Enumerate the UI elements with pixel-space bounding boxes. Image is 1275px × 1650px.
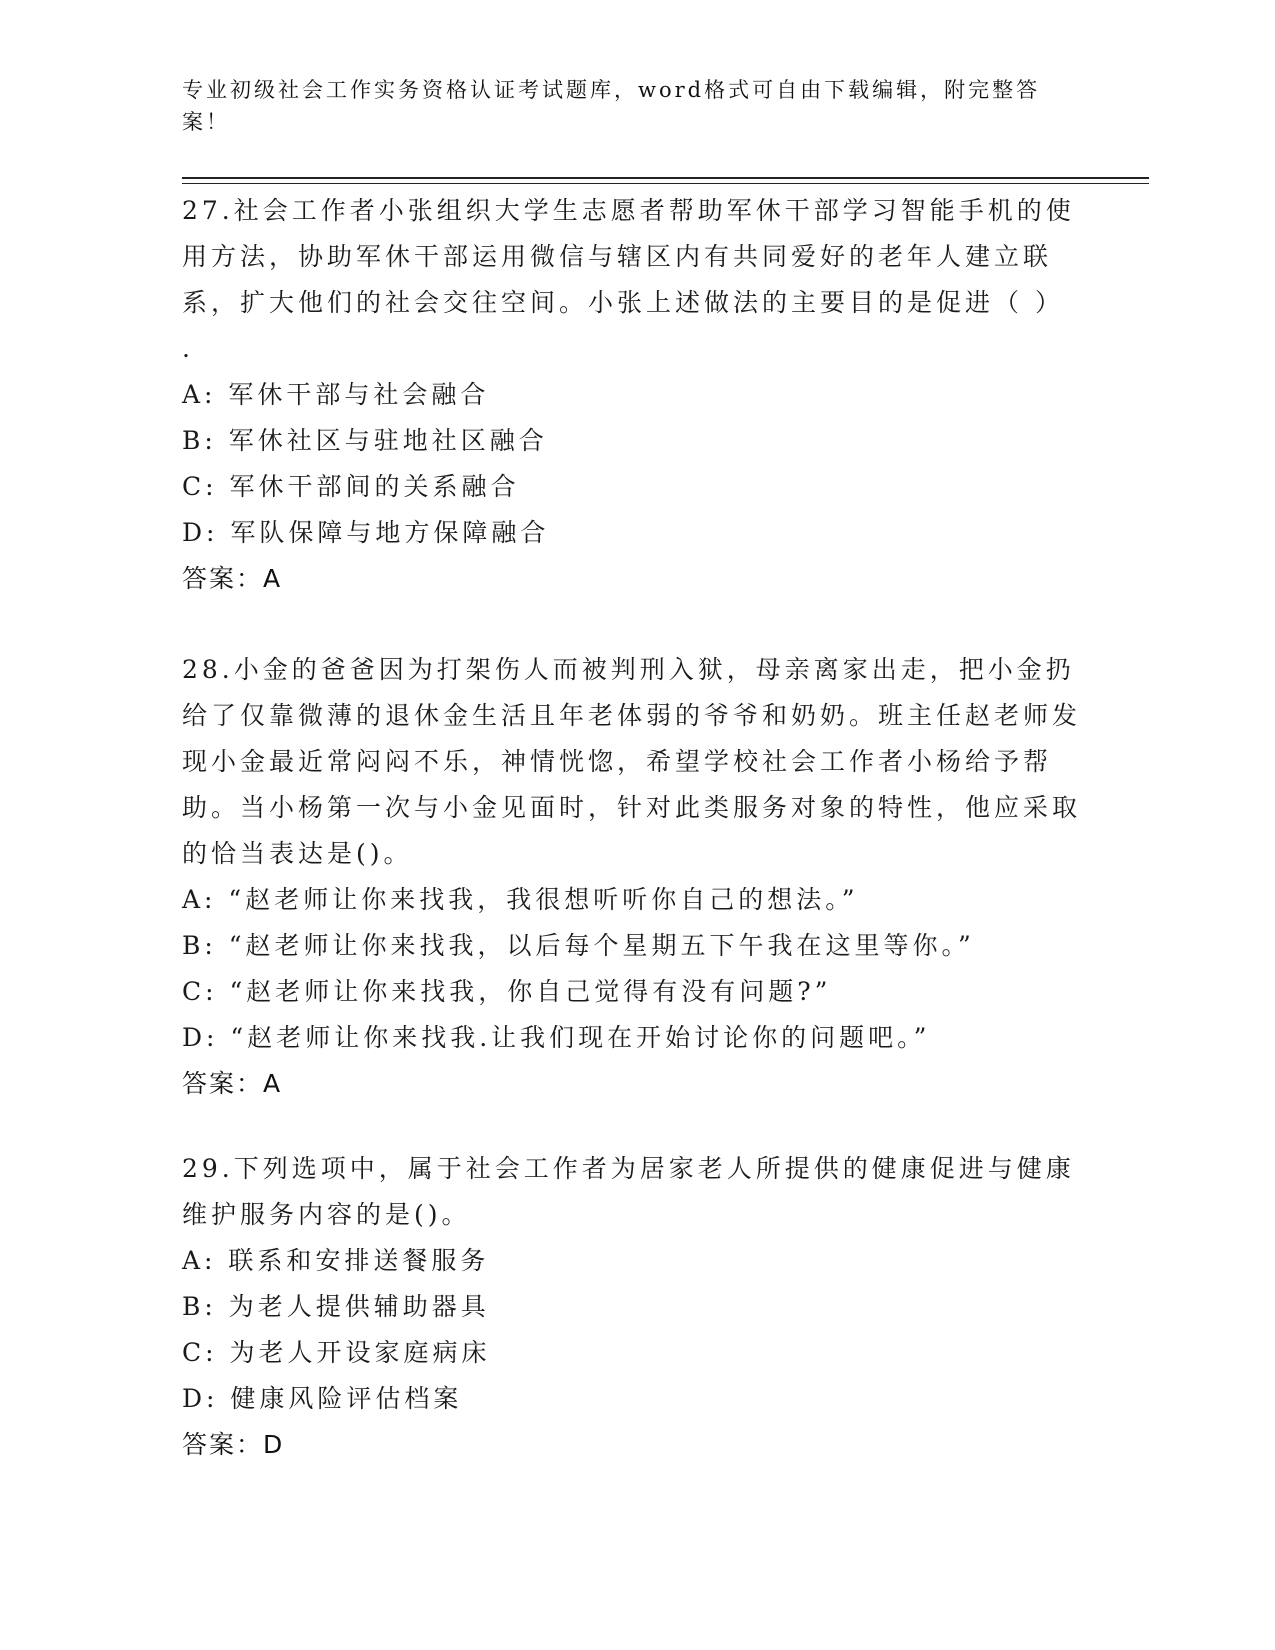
answer: 答案：A <box>182 1069 283 1098</box>
question-stem: 29.下列选项中，属于社会工作者为居家老人所提供的健康促进与健康维护服务内容的是()。 <box>182 1154 1075 1229</box>
option-c: C: 为老人开设家庭病床 <box>182 1338 491 1367</box>
question-stem: 27.社会工作者小张组织大学生志愿者帮助军休干部学习智能手机的使用方法，协助军休干部运用微信与辖区内有共同爱好的老年人建立联系，扩大他们的社会交往空间。小张上述做法的主要目的是促进（ ） <box>182 196 1075 317</box>
option-d: D: “赵老师让你来找我.让我们现在开始讨论你的问题吧。” <box>182 1023 931 1052</box>
question-stem: 28.小金的爸爸因为打架伤人而被判刑入狱，母亲离家出走，把小金扔给了仅靠微薄的退休金生活且年老体弱的爷爷和奶奶。班主任赵老师发现小金最近常闷闷不乐，神情恍惚，希望学校社会工作者小杨给予帮助。当小杨第一次与小金见面时，针对此类服务对象的特性，他应采取的恰当表达是()。 <box>182 655 1082 868</box>
header-divider-thin <box>182 183 1149 184</box>
option-d: D: 健康风险评估档案 <box>182 1384 463 1413</box>
option-a: A: 军休干部与社会融合 <box>182 380 490 409</box>
option-a: A: “赵老师让你来找我，我很想听听你自己的想法。” <box>182 885 859 914</box>
page-header: 专业初级社会工作实务资格认证考试题库，word格式可自由下载编辑，附完整答案！ <box>182 78 1041 134</box>
question-29 <box>182 1146 1082 1468</box>
header-divider-thick <box>182 177 1149 179</box>
option-b: B: “赵老师让你来找我，以后每个星期五下午我在这里等你。” <box>182 931 975 960</box>
option-c: C: “赵老师让你来找我，你自己觉得有没有问题?” <box>182 977 832 1006</box>
option-a: A: 联系和安排送餐服务 <box>182 1246 490 1275</box>
answer: 答案：D <box>182 1430 285 1459</box>
question-27 <box>182 188 1082 602</box>
option-c: C: 军休干部间的关系融合 <box>182 472 520 501</box>
option-d: D: 军队保障与地方保障融合 <box>182 518 550 547</box>
option-b: B: 军休社区与驻地社区融合 <box>182 426 548 455</box>
question-28 <box>182 647 1082 1107</box>
question-trailing-mark: . <box>182 334 190 363</box>
option-b: B: 为老人提供辅助器具 <box>182 1292 490 1321</box>
answer: 答案：A <box>182 564 283 593</box>
